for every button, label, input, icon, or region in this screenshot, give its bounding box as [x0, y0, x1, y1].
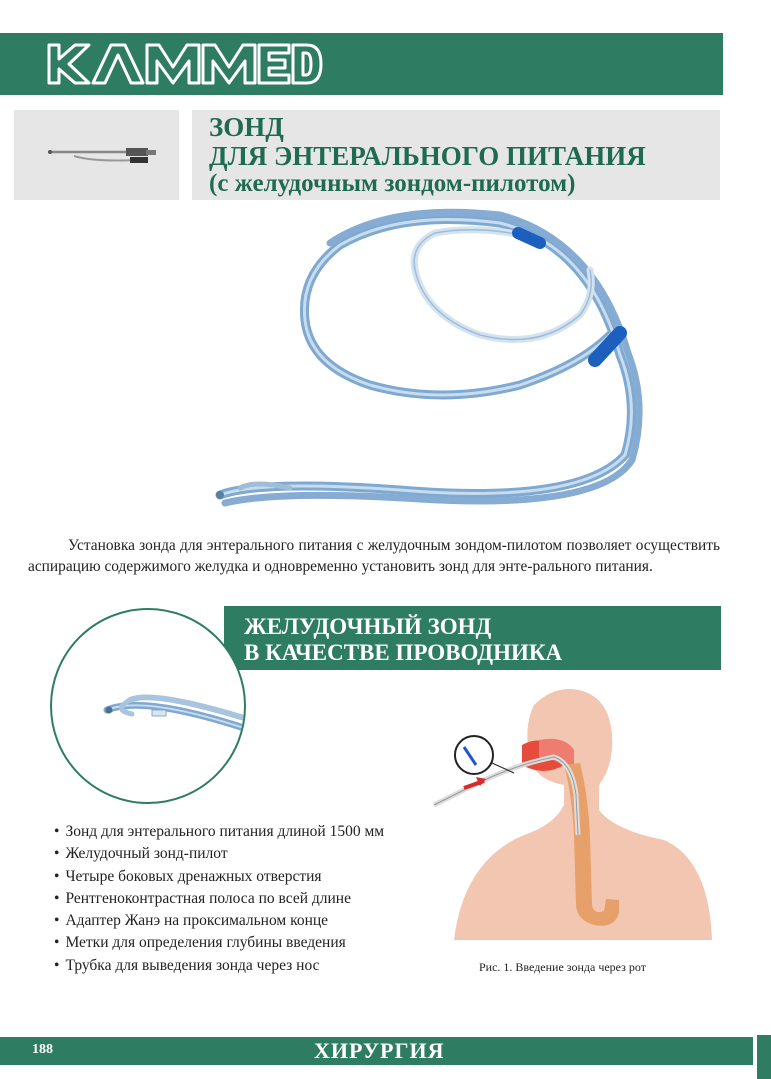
tube-tip-icon: [52, 610, 244, 802]
title-line-3: (с желудочным зондом-пилотом): [209, 170, 576, 197]
feeding-tube-photo: [200, 205, 650, 525]
insertion-illustration: [414, 685, 714, 947]
feature-item: • Метки для определения глубины введения: [54, 934, 384, 956]
features-list: [54, 823, 384, 979]
intro-text: Установка зонда для энтерального питания с желудочным зондом-пилотом позволяет осуществить аспирацию содержимого желудка и одновременно установить зонд для энте-рального питания.: [28, 537, 720, 575]
tube-thumbnail-icon: [14, 110, 179, 200]
intro-paragraph: [28, 535, 720, 577]
title-panel: [192, 110, 720, 200]
feature-item: • Рентгеноконтрастная полоса по всей длине: [54, 890, 384, 912]
tube-tip-closeup: [50, 608, 246, 804]
footer-bar: [0, 1037, 753, 1065]
product-thumbnail: [14, 110, 179, 200]
feature-item: • Трубка для выведения зонда через нос: [54, 957, 384, 979]
side-strip: [757, 1035, 771, 1079]
section-title-line-1: ЖЕЛУДОЧНЫЙ ЗОНД: [244, 614, 492, 639]
header-bar: [0, 33, 723, 95]
feature-item: • Четыре боковых дренажных отверстия: [54, 868, 384, 890]
section-title-line-2: В КАЧЕСТВЕ ПРОВОДНИКА: [244, 640, 563, 665]
kammed-logo: [45, 39, 325, 89]
title-line-2: ДЛЯ ЭНТЕРАЛЬНОГО ПИТАНИЯ: [209, 141, 646, 171]
page-number: 188: [32, 1042, 53, 1057]
feature-item: • Зонд для энтерального питания длиной 1500 мм: [54, 823, 384, 845]
title-line-1: ЗОНД: [209, 112, 284, 142]
logo-text: [0, 33, 1, 34]
figure-caption: Рис. 1. Введение зонда через рот: [479, 960, 646, 974]
feature-item: • Адаптер Жанэ на проксимальном конце: [54, 912, 384, 934]
section-header: [224, 606, 721, 670]
footer-section-title: ХИРУРГИЯ: [314, 1038, 445, 1063]
feature-item: • Желудочный зонд-пилот: [54, 845, 384, 867]
